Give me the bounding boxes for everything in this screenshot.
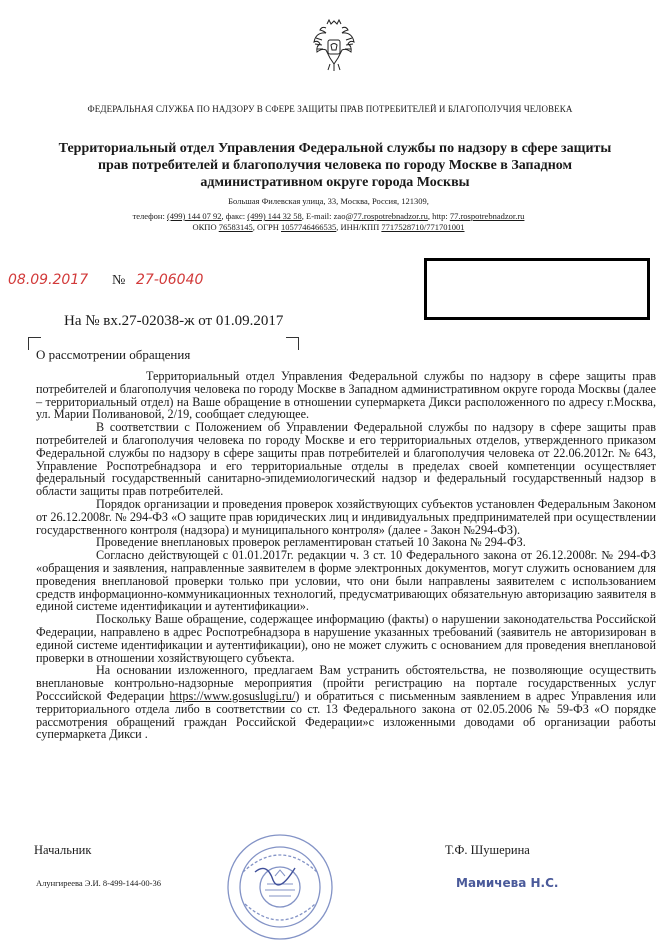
registration-number: 27-06040: [136, 272, 204, 288]
ogrn-value: 1057746466535: [281, 222, 337, 232]
letter-body: [36, 370, 656, 741]
okpo-value: 76583145: [218, 222, 253, 232]
paragraph-text: ) и обратиться с письменным заявлением в адрес Управления или территориального отдела либо в соответствии со ст. 13 Федерального закона от 02.05.2006 № 59-ФЗ «О порядке рассмотрения обращений граждан Российской Федерации»с изложенными доводами об организации работы супермаркета Дикси .: [36, 688, 657, 742]
postal-address: Большая Филевская улица, 33, Москва, Россия, 121309,: [228, 196, 429, 206]
email-label: , E-mail: zao@: [301, 211, 354, 221]
inn-label: , ИНН/КПП: [336, 222, 382, 232]
body-paragraph: Поскольку Ваше обращение, содержащее информацию (факты) о нарушении законодательства Российской Федерации, направлено в адрес Роспотребнадзора в нарушение указанных требований (заявитель не авторизирован в единой системе идентификации и аутентификации), оно не может служить с основанием для проведения внеплановой проверки в отношении хозяйствующего субъекта.: [36, 612, 656, 665]
body-paragraph: Порядок организации и проведения проверок хозяйствующих субъектов установлен Федеральным Законом от 26.12.2008г. № 294-ФЗ «О защите прав юридических лиц и индивидуальных предпринимателей при осуществлении государственного контроля (надзора) и муниципального контроля» (далее - Закон №294-ФЗ).: [36, 496, 656, 537]
subject-corner-right: [286, 337, 299, 350]
paragraph-text: На основании изложенного, предлагаем Вам устранить обстоятельства, не позволяющие осуществить внеплановые контрольно-надзорные мероприятия (пройти регистрацию на портале государственных услуг Россcийской Федерации: [36, 663, 656, 703]
executor-contact: Алунгиреева Э.И. 8-499-144-00-36: [36, 878, 162, 888]
phone-label: телефон:: [132, 211, 167, 221]
email-value[interactable]: 77.rospotrebnadzor.ru: [353, 211, 428, 221]
fax-label: , факс:: [221, 211, 248, 221]
department-title: Территориальный отдел Управления Федеральной службы по надзору в сфере защиты прав потребителей и благополучия человека по городу Москве в Западном административном округе города Москвы: [58, 141, 612, 190]
reference-number: На № вх.27-02038-ж от 01.09.2017: [64, 313, 284, 329]
signatory-role: Начальник: [34, 843, 92, 857]
body-paragraph: Территориальный отдел Управления Федеральной службы по надзору в сфере защиты прав потребителей и благополучия человека по городу Москве в Западном административном округе города Москвы (далее – территориальный отдел) на Ваше обращение в отношении супермаркета Дикси расположенного по адресу г.Москва, ул. Марии Поливановой, 2/19, сообщает следующее.: [36, 369, 656, 422]
body-paragraph: Согласно действующей с 01.01.2017г. редакции ч. 3 ст. 10 Федерального закона от 26.12.2008г. № 294-ФЗ «обращения и заявления, направленные заявителем в форме электронных документов, могут служить основанием для проведения внеплановой проверки только при условии, что они были направлены заявителем с использованием средств информационно-коммуникационных технологий, предусматривающих обязательную авторизацию заявителя в единой системе идентификации и аутентификации».: [36, 548, 656, 614]
official-stamp: [225, 832, 335, 942]
fax-value: (499) 144 32 58: [247, 211, 302, 221]
body-paragraph: В соответствии с Положением об Управлении Федеральной службы по надзору в сфере защиты прав потребителей и благополучия человека по городу Москве и его территориальных отделов, утвержденного приказом Федеральной службы по надзору в сфере защиты прав потребителей и благополучия человека от 22.06.2012г. № 643, Управление Роспотребнадзора и его территориальные отделы в пределах своей компетенции осуществляет федеральный государственный санитарно-эпидемиологический надзор и федеральный государственный надзор в области защиты прав потребителей.: [36, 420, 656, 499]
phone-value: (499) 144 07 92: [166, 211, 222, 221]
signatory-name: Т.Ф. Шушерина: [445, 843, 530, 857]
redacted-addressee-box: [424, 258, 650, 320]
registry-line: [0, 222, 657, 233]
gosuslugi-link[interactable]: https://www.gosuslugi.ru/: [169, 688, 296, 703]
state-emblem-icon: [312, 18, 356, 74]
registration-number-sign: №: [112, 273, 126, 288]
contact-details: [0, 211, 657, 233]
inn-value: 7717528710/771701001: [381, 222, 465, 232]
http-label: , http:: [427, 211, 450, 221]
handwritten-executor-signature: Мамичева Н.С.: [456, 876, 559, 890]
contact-line: [0, 211, 657, 222]
body-paragraph: Проведение внеплановых проверок регламентирован статьей 10 Закона № 294-ФЗ.: [96, 535, 526, 550]
ogrn-label: , ОГРН: [252, 222, 282, 232]
subject-line: О рассмотрении обращения: [36, 347, 191, 362]
registration-date: 08.09.2017: [8, 272, 89, 288]
website-link[interactable]: 77.rospotrebnadzor.ru: [449, 211, 525, 221]
agency-name: ФЕДЕРАЛЬНАЯ СЛУЖБА ПО НАДЗОРУ В СФЕРЕ ЗАЩИТЫ ПРАВ ПОТРЕБИТЕЛЕЙ И БЛАГОПОЛУЧИЯ ЧЕЛОВЕКА: [87, 104, 573, 114]
okpo-label: ОКПО: [192, 222, 219, 232]
body-paragraph: [36, 664, 656, 741]
